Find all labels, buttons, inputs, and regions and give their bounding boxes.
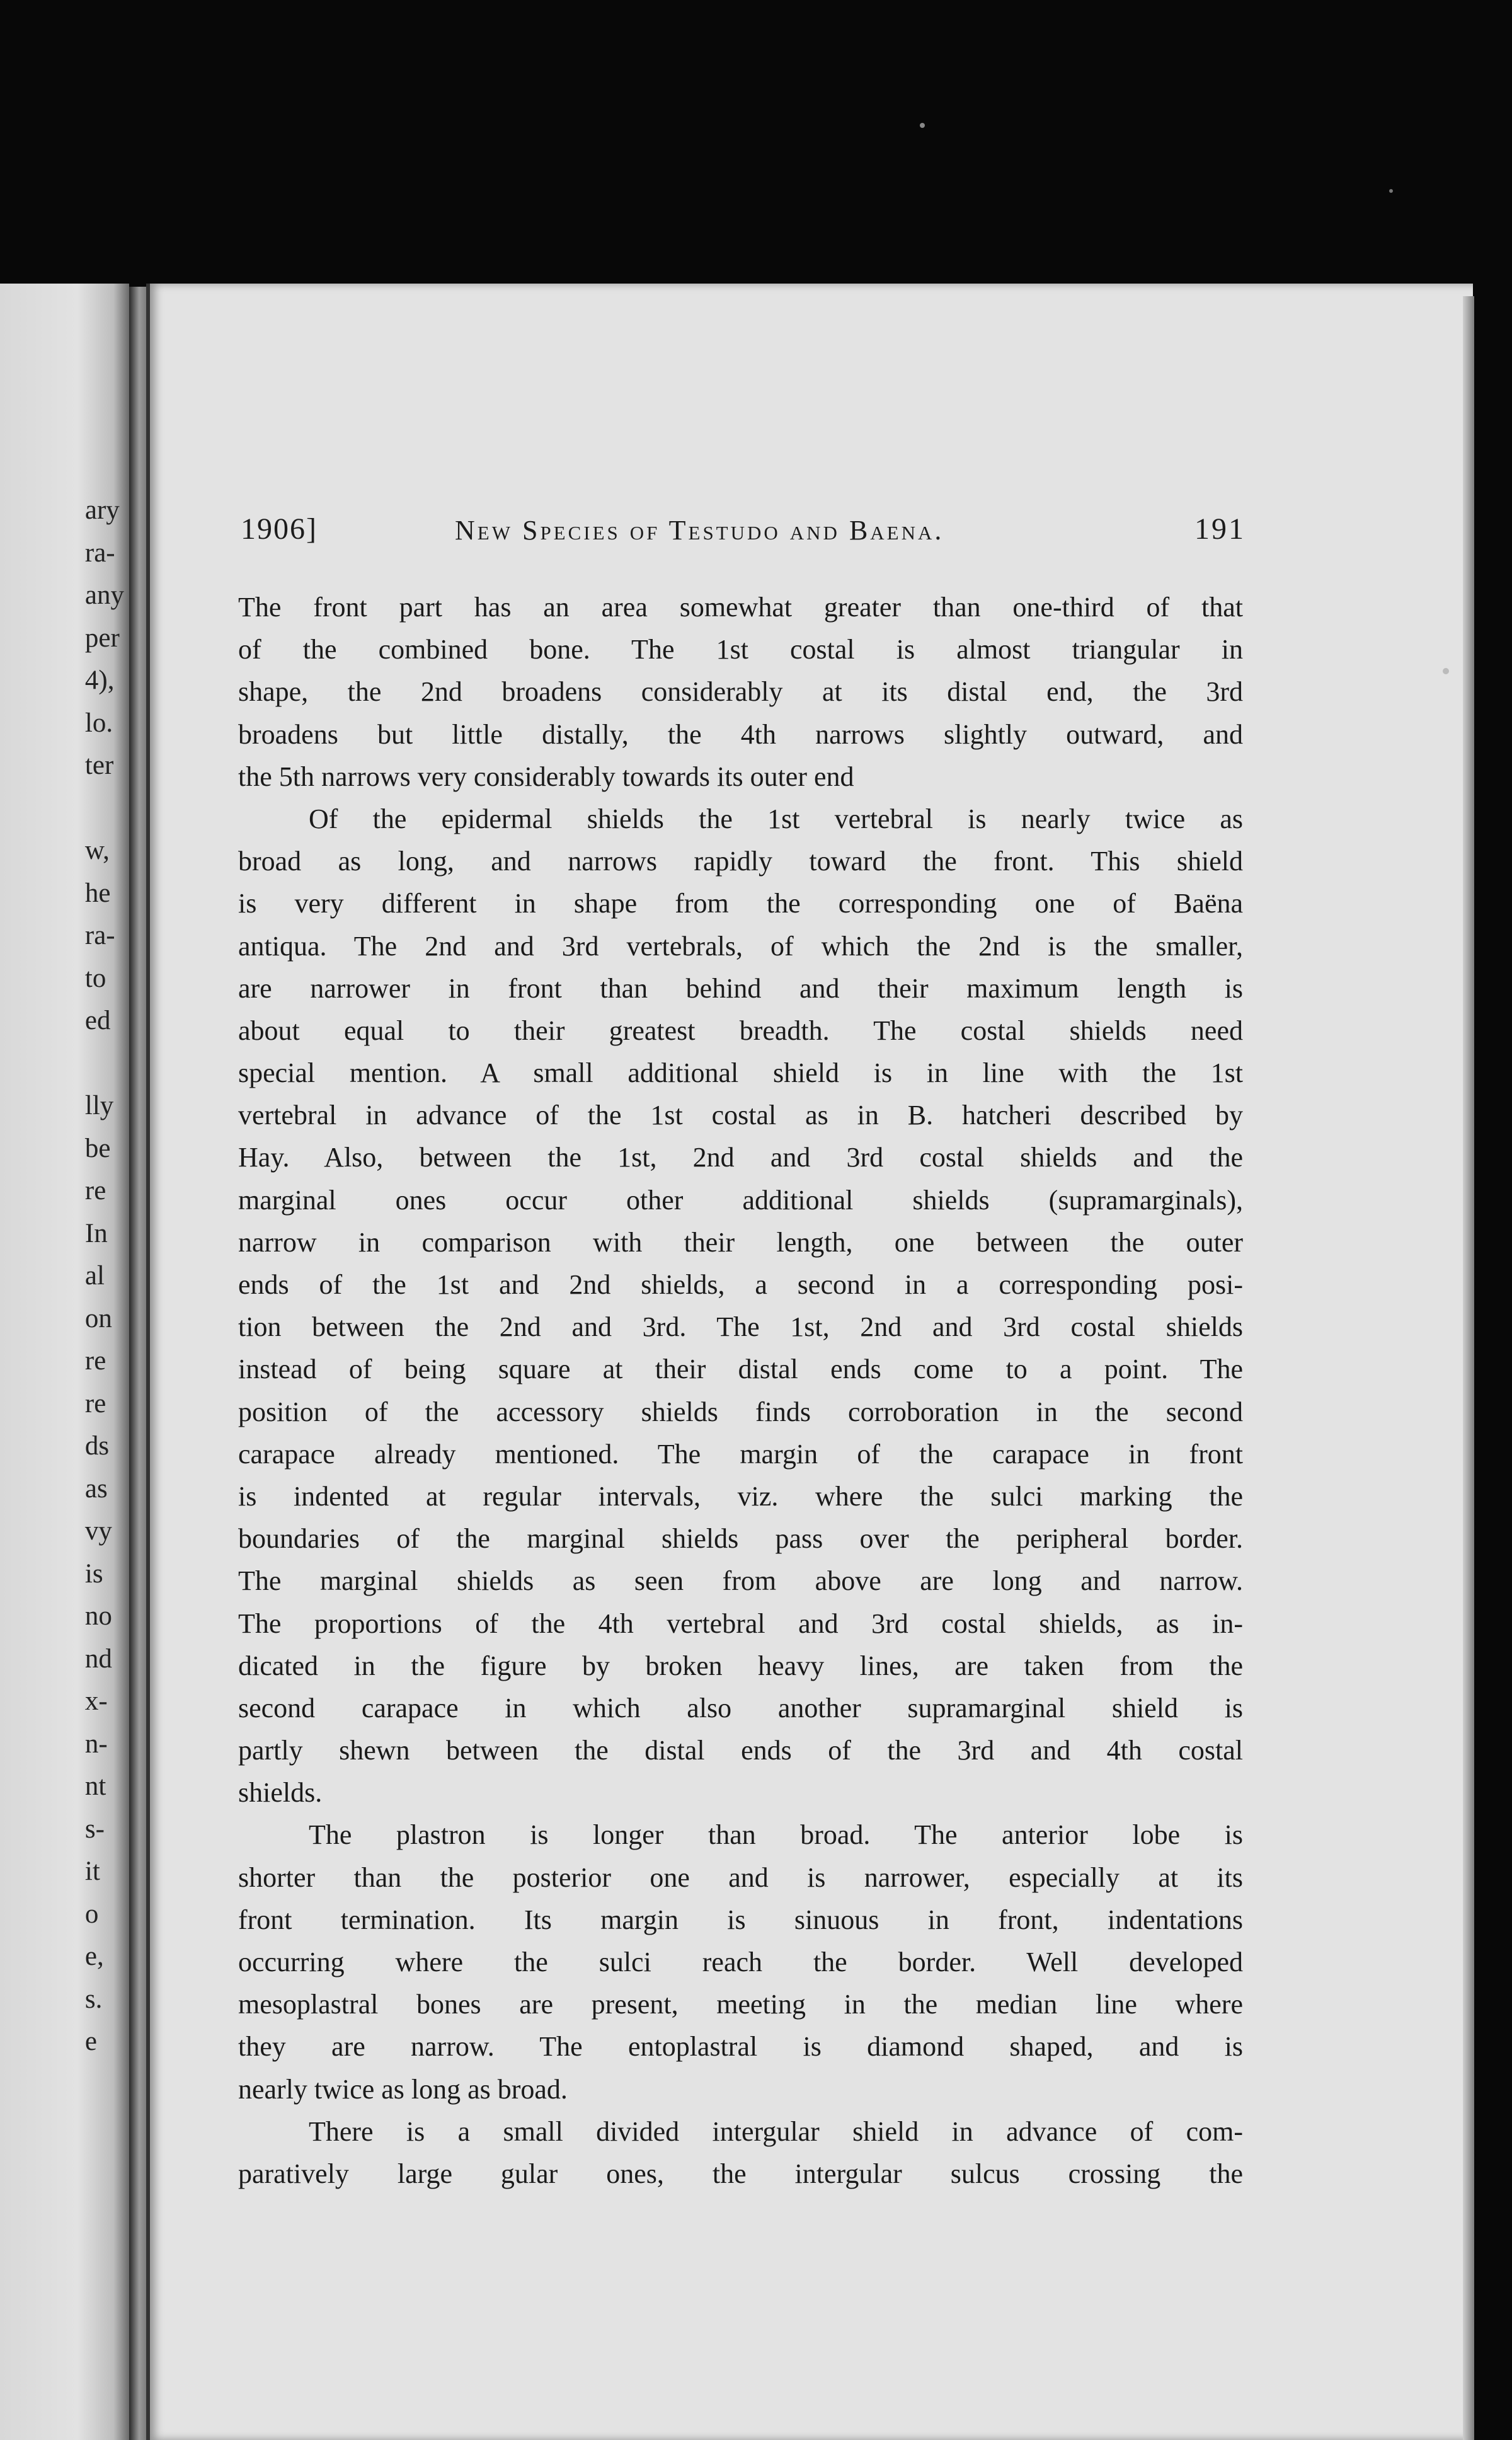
text-line: vertebral in advance of the 1st costal as in B. hatcheri described by	[238, 1100, 1243, 1131]
text-line: There is a small divided intergular shield in advance of com-	[309, 2115, 1243, 2147]
facing-page-fragment: re	[84, 1176, 106, 1206]
header-year: 1906]	[241, 512, 318, 546]
text-line: are narrower in front than behind and their maximum length is	[238, 972, 1243, 1004]
text-line: paratively large gular ones, the intergular sulcus crossing the	[238, 2158, 1243, 2189]
text-line: is very different in shape from the corresponding one of Baëna	[238, 888, 1243, 919]
facing-page-fragment: no	[84, 1601, 112, 1631]
facing-page-text-fragments	[85, 489, 124, 2063]
dust-speck	[920, 123, 925, 128]
text-line: Of the epidermal shields the 1st vertebral is nearly twice as	[309, 803, 1243, 834]
facing-page-fragment: to	[84, 963, 106, 993]
text-line: broadens but little distally, the 4th narrows slightly outward, and	[238, 718, 1243, 750]
facing-page-fragment: ter	[84, 751, 114, 780]
paragraph	[238, 586, 1243, 798]
facing-page-fragment: lo.	[84, 708, 113, 738]
facing-page-fragment: 4),	[84, 665, 115, 695]
page-number: 191	[1194, 512, 1246, 546]
facing-page-fragment: ed	[84, 1006, 111, 1035]
text-line: shorter than the posterior one and is narrower, especially at its	[238, 1862, 1243, 1893]
facing-page-fragment: x-	[84, 1686, 108, 1716]
text-line: The marginal shields as seen from above are long and narrow.	[238, 1565, 1243, 1597]
facing-page-fragment: ra-	[84, 538, 115, 568]
facing-page-fragment: s.	[84, 1984, 103, 2014]
facing-page-fragment: ra-	[84, 921, 115, 950]
facing-page-fragment: is	[84, 1558, 103, 1589]
facing-page-fragment: be	[84, 1133, 111, 1163]
facing-page-fragment: he	[84, 878, 111, 908]
text-line: they are narrow. The entoplastral is diamond shaped, and is	[238, 2031, 1243, 2063]
facing-page-fragment: re	[84, 1388, 106, 1419]
text-line: shields.	[238, 1777, 323, 1809]
text-line: special mention. A small additional shield is in line with the 1st	[238, 1057, 1243, 1089]
dust-speck	[1389, 189, 1393, 193]
text-line: front termination. Its margin is sinuous in front, indentations	[238, 1904, 1243, 1935]
text-line: narrow in comparison with their length, one between the outer	[238, 1226, 1243, 1258]
facing-page-fragment: In	[84, 1218, 108, 1248]
facing-page-fragment: s-	[84, 1814, 105, 1844]
text-line: about equal to their greatest breadth. The costal shields need	[238, 1015, 1243, 1046]
text-line: The proportions of the 4th vertebral and 3rd costal shields, as in-	[238, 1608, 1243, 1639]
page-body-text	[238, 586, 1243, 2195]
facing-page-fragment: it	[84, 1856, 100, 1886]
facing-page-edge	[0, 284, 129, 2440]
paragraph	[238, 1814, 1243, 2110]
text-line: carapace already mentioned. The margin of the carapace in front	[238, 1438, 1243, 1470]
facing-page-fragment	[85, 1042, 124, 1085]
text-line: shape, the 2nd broadens considerably at its distal end, the 3rd	[238, 676, 1243, 708]
text-line: boundaries of the marginal shields pass over the peripheral border.	[238, 1523, 1243, 1555]
text-line: ends of the 1st and 2nd shields, a second in a corresponding posi-	[238, 1269, 1243, 1300]
text-line: tion between the 2nd and 3rd. The 1st, 2nd and 3rd costal shields	[238, 1311, 1243, 1343]
header-title: New Species of Testudo and Baena.	[455, 515, 944, 546]
paragraph	[238, 798, 1243, 1814]
facing-page-fragment: per	[84, 623, 120, 653]
facing-page-fragment: e,	[84, 1942, 104, 1971]
text-line: broad as long, and narrows rapidly toward the front. This shield	[238, 846, 1243, 877]
text-line: second carapace in which also another supramarginal shield is	[238, 1692, 1243, 1724]
text-line: occurring where the sulci reach the border. Well developed	[238, 1947, 1243, 1977]
facing-page-fragment: ary	[84, 495, 120, 525]
facing-page-fragment: nd	[84, 1643, 112, 1674]
facing-page-fragment: ds	[84, 1431, 110, 1461]
text-line: position of the accessory shields finds corroboration in the second	[238, 1396, 1243, 1427]
paragraph	[238, 2110, 1243, 2195]
text-line: of the combined bone. The 1st costal is almost triangular in	[238, 634, 1243, 665]
text-line: The plastron is longer than broad. The anterior lobe is	[309, 1819, 1243, 1851]
text-line: antiqua. The 2nd and 3rd vertebrals, of which the 2nd is the smaller,	[238, 930, 1243, 962]
text-line: mesoplastral bones are present, meeting in the median line where	[238, 1989, 1243, 2020]
dust-speck	[1443, 668, 1449, 674]
text-line: marginal ones occur other additional shields (supramarginals),	[238, 1184, 1243, 1216]
page-edge-shadow	[1463, 296, 1474, 2440]
facing-page-fragment: re	[84, 1346, 106, 1376]
text-line: instead of being square at their distal ends come to a point. The	[238, 1354, 1243, 1385]
facing-page-fragment: on	[84, 1303, 112, 1333]
facing-page-fragment: as	[84, 1473, 108, 1504]
text-line: partly shewn between the distal ends of the 3rd and 4th costal	[238, 1735, 1243, 1766]
text-line: dicated in the figure by broken heavy lines, are taken from the	[238, 1650, 1243, 1681]
facing-page-fragment: vy	[84, 1516, 112, 1546]
facing-page-fragment: o	[84, 1899, 99, 1929]
facing-page-fragment: e	[84, 2027, 97, 2056]
facing-page-fragment: any	[84, 580, 124, 610]
facing-page-fragment: n-	[84, 1729, 108, 1759]
facing-page-fragment: al	[84, 1261, 105, 1291]
facing-page-fragment: lly	[84, 1091, 114, 1120]
text-line: nearly twice as long as broad.	[238, 2073, 568, 2105]
running-header	[241, 512, 1246, 550]
facing-page-fragment: nt	[84, 1771, 106, 1801]
facing-page-fragment: w,	[84, 836, 110, 865]
text-line: Hay. Also, between the 1st, 2nd and 3rd costal shields and the	[238, 1142, 1243, 1173]
text-line: is indented at regular intervals, viz. where the sulci marking the	[238, 1480, 1243, 1512]
facing-page-fragment	[85, 787, 124, 830]
text-line: The front part has an area somewhat greater than one-third of that	[238, 592, 1243, 623]
text-line: the 5th narrows very considerably towards its outer end	[238, 761, 854, 792]
